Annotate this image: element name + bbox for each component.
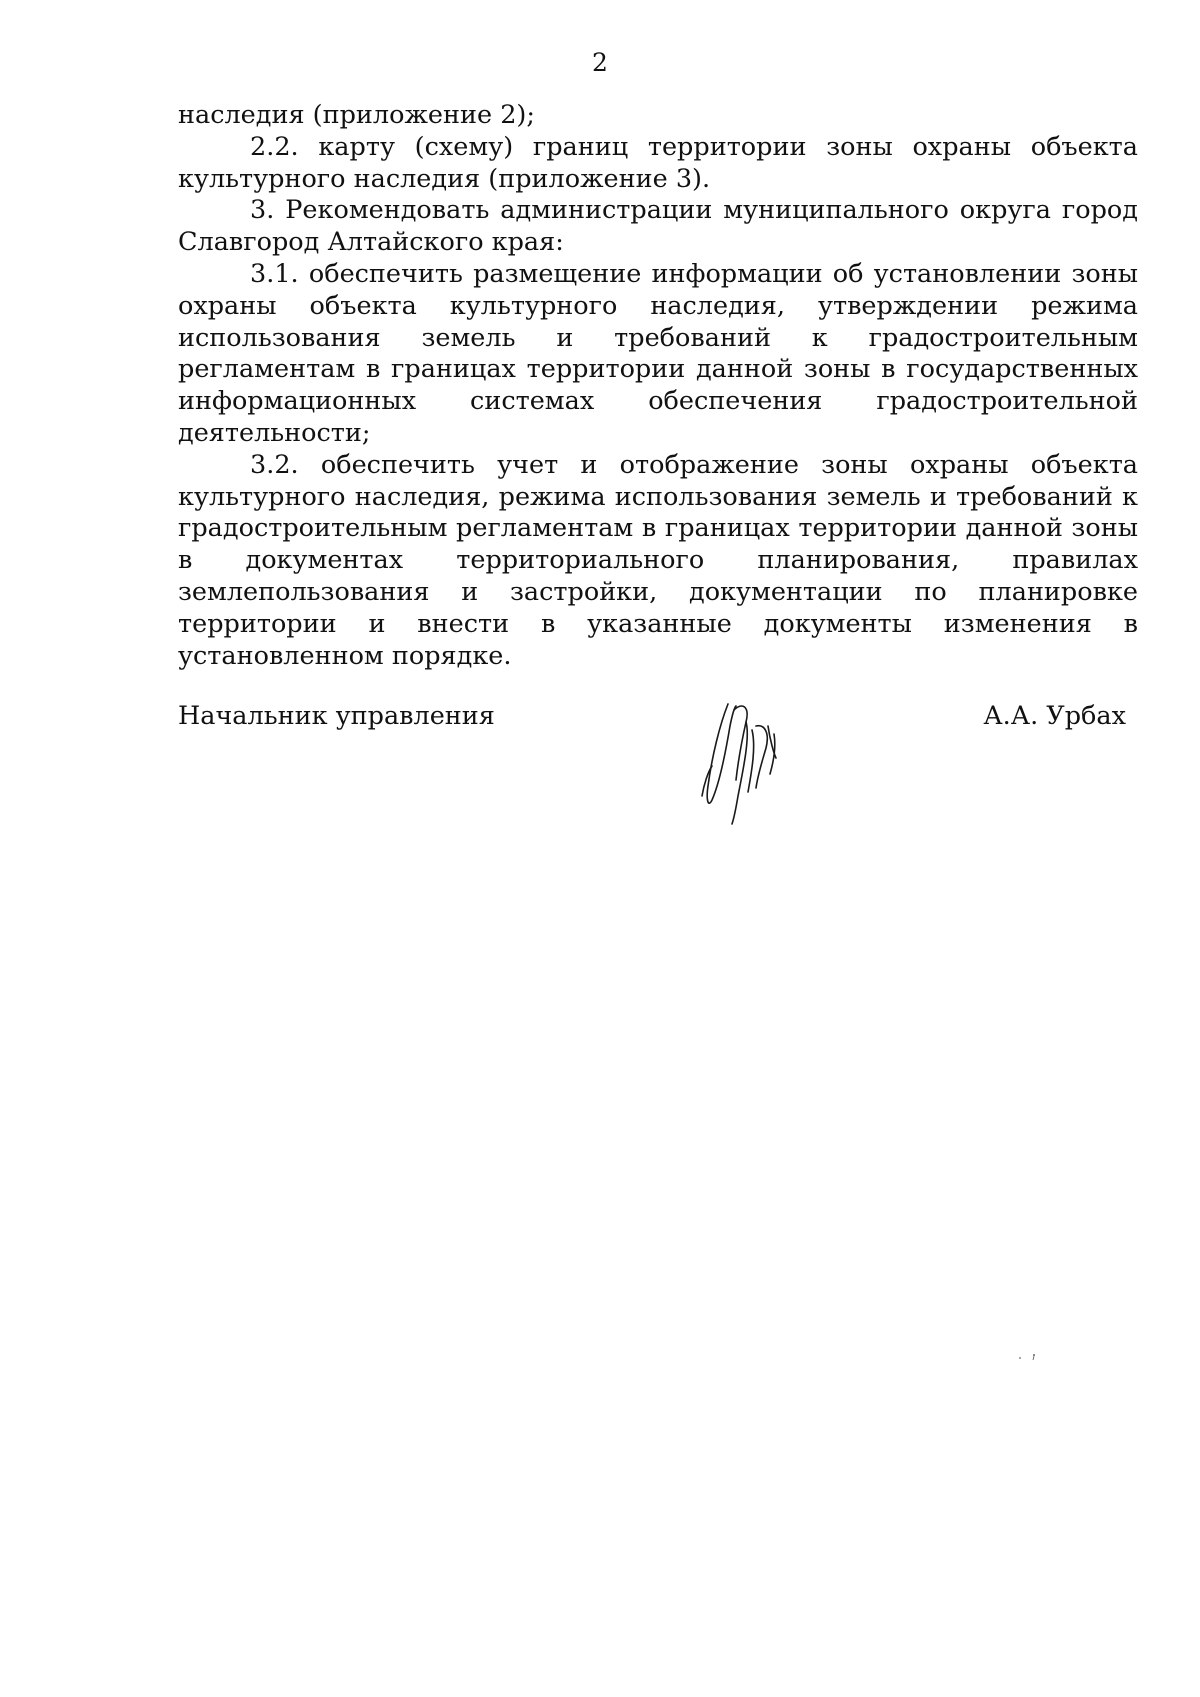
paragraph-item-3: 3. Рекомендовать администрации муниципального округа город Славгород Алтайского края: [178, 195, 1138, 258]
scan-speck [1014, 1352, 1044, 1362]
signature-block [178, 700, 1138, 830]
handwritten-signature [690, 696, 800, 826]
document-body [178, 100, 1138, 672]
paragraph-item-3-2: 3.2. обеспечить учет и отображение зоны охраны объекта культурного наследия, режима использования земель и требований к градостроительным регламентам в границах территории данной зоны в документах территориального планирования, правилах землепользования и застройки, документации по планировке территории и внести в указанные документы изменения в установленном порядке. [178, 449, 1138, 671]
paragraph-continuation: наследия (приложение 2); [178, 100, 535, 130]
signer-name: А.А. Урбах [983, 701, 1126, 731]
paragraph-item-2-2: 2.2. карту (схему) границ территории зоны охраны объекта культурного наследия (приложение 3). [178, 131, 1138, 194]
paragraph-item-3-1: 3.1. обеспечить размещение информации об установлении зоны охраны объекта культурного наследия, утверждении режима использования земель и требований к градостроительным регламентам в границах территории данной зоны в государственных информационных системах обеспечения градостроительной деятельности; [178, 258, 1138, 448]
page-number: 2 [592, 48, 608, 77]
signer-position: Начальник управления [178, 701, 495, 731]
